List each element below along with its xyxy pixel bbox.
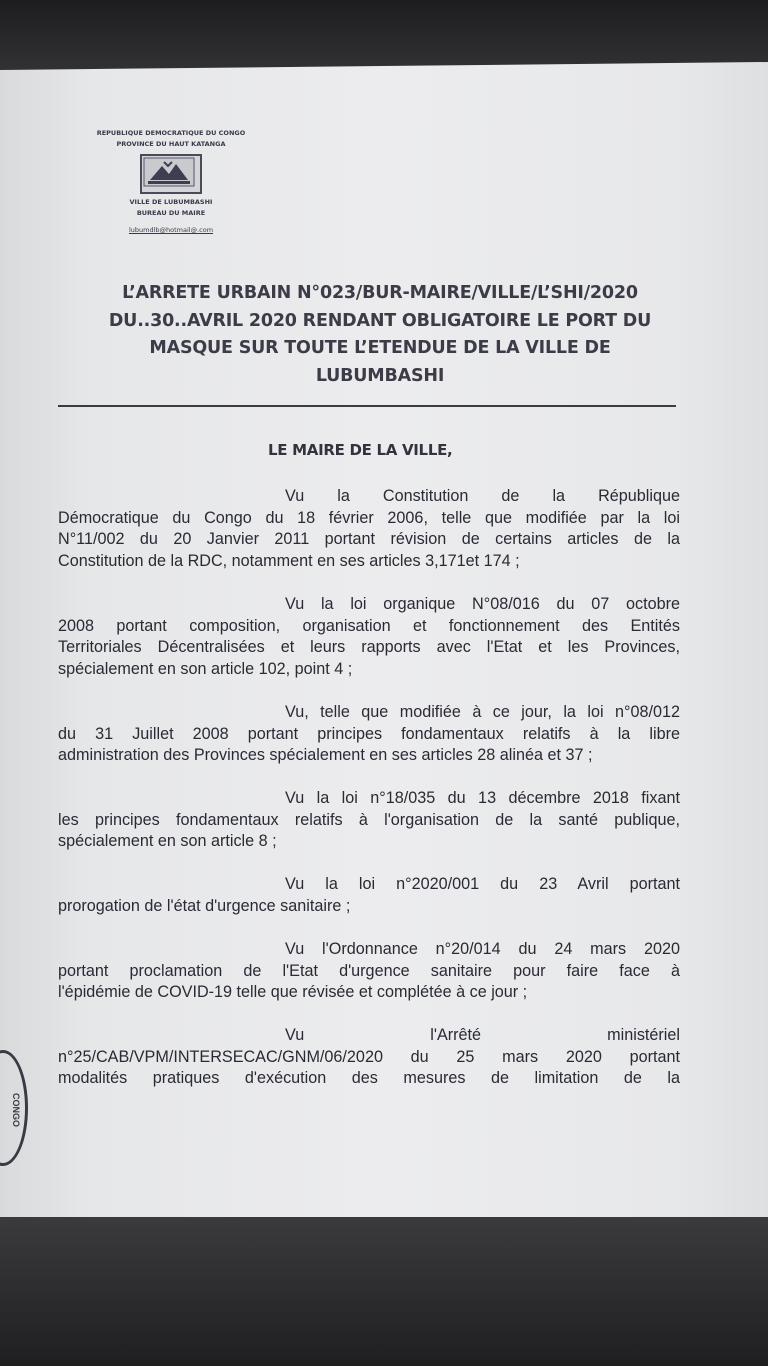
- stamp-text: CONGO: [11, 1093, 21, 1128]
- paragraph-line: spécialement en son article 8 ;: [58, 832, 277, 850]
- paragraph-health-law: [58, 788, 680, 853]
- paragraph-line: 2008 portant composition, organisation et fonctionnement des Entités: [58, 616, 680, 635]
- paragraph-line: Territoriales Décentralisées et leurs rapports avec l'Etat et les Provinces,: [58, 638, 680, 656]
- title-line-1: L’ARRETE URBAIN N°023/BUR-MAIRE/VILLE/L’SHI/2020: [122, 283, 638, 303]
- paragraph-organic-law: [58, 594, 680, 680]
- paragraph-emergency-law: [58, 874, 680, 917]
- paragraph-line: Démocratique du Congo du 18 février 2006, telle que modifiée par la loi: [58, 508, 680, 527]
- paragraph-line: les principes fondamentaux relatifs à l'organisation de la santé publique,: [58, 810, 680, 829]
- paragraph-line: n°25/CAB/VPM/INTERSECAC/GNM/06/2020 du 25 mars 2020 portant: [58, 1047, 680, 1066]
- paragraph-line: spécialement en son article 102, point 4 ;: [58, 659, 353, 678]
- paragraph-line: Vu l'Arrêté ministériel: [285, 1026, 680, 1044]
- title-line-2: DU..30..AVRIL 2020 RENDANT OBLIGATOIRE LE PORT DU: [108, 310, 652, 331]
- paragraph-line: administration des Provinces spécialement en ses articles 28 alinéa et 37 ;: [58, 746, 593, 764]
- title-divider: [58, 405, 676, 407]
- paragraph-line: modalités pratiques d'exécution des mesures de limitation de la: [58, 1069, 680, 1087]
- letterhead-email: lubumdlb@hotmail@.com: [128, 226, 214, 234]
- paragraph-line: portant proclamation de l'Etat d'urgence sanitaire pour faire face à: [58, 961, 680, 980]
- paragraph-line: Vu l'Ordonnance n°20/014 du 24 mars 2020: [285, 940, 680, 958]
- paragraph-line: Vu, telle que modifiée à ce jour, la loi n°08/012: [285, 703, 680, 721]
- paragraph-ministerial-decree: [58, 1025, 680, 1090]
- paragraph-line: Vu la loi organique N°08/016 du 07 octobre: [285, 595, 680, 613]
- paragraph-line: Vu la loi n°2020/001 du 23 Avril portant: [285, 875, 680, 893]
- paragraph-line: Vu la Constitution de la République: [285, 487, 680, 505]
- coat-of-arms-icon: [140, 154, 202, 194]
- paragraph-provinces-law: [58, 702, 680, 767]
- paragraph-line: Vu la loi n°18/035 du 13 décembre 2018 fixant: [285, 789, 680, 807]
- letterhead-city: VILLE DE LUBUMBASHI: [129, 198, 213, 206]
- title-line-3: MASQUE SUR TOUTE L’ETENDUE DE LA VILLE DE: [149, 338, 611, 358]
- paragraph-line: prorogation de l'état d'urgence sanitaire ;: [58, 896, 351, 915]
- decree-title: [60, 280, 700, 390]
- paragraph-line: du 31 Juillet 2008 portant principes fondamentaux relatifs à la libre: [58, 724, 680, 743]
- paragraph-ordinance: [58, 939, 680, 1004]
- letterhead-country: REPUBLIQUE DEMOCRATIQUE DU CONGO: [96, 129, 246, 137]
- paragraph-constitution: [58, 486, 680, 572]
- section-heading: LE MAIRE DE LA VILLE,: [268, 441, 453, 459]
- title-line-4: LUBUMBASHI: [315, 365, 445, 386]
- letterhead-office: BUREAU DU MAIRE: [136, 209, 206, 217]
- background-bottom: [0, 1215, 768, 1366]
- paragraph-line: N°11/002 du 20 Janvier 2011 portant révision de certains articles de la: [58, 530, 680, 548]
- letterhead-province: PROVINCE DU HAUT KATANGA: [116, 140, 226, 148]
- paragraph-line: Constitution de la RDC, notamment en ses articles 3,171et 174 ;: [58, 551, 520, 570]
- paragraph-line: l'épidémie de COVID-19 telle que révisée et complétée à ce jour ;: [58, 983, 528, 1001]
- letterhead: [62, 128, 280, 236]
